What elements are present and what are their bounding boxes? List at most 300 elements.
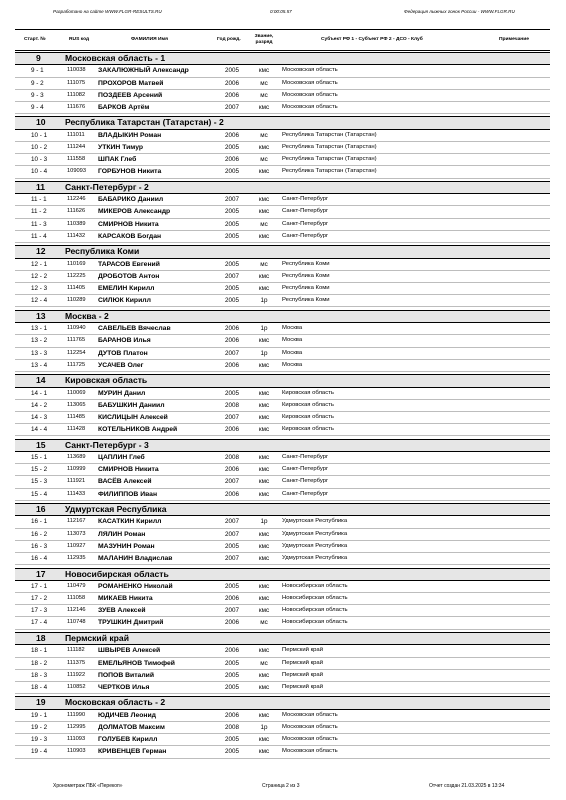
team-number: 19	[36, 697, 46, 708]
start-number: 11 - 2	[31, 208, 47, 216]
rank: кмс	[258, 530, 270, 538]
birth-year: 2006	[225, 647, 240, 655]
rus-code: 110940	[67, 325, 86, 332]
rank: мс	[260, 79, 268, 87]
region: Пермский край	[282, 647, 323, 654]
team-name: Московская область - 1	[65, 53, 166, 63]
team-group	[15, 632, 550, 694]
team-group	[15, 374, 550, 436]
rank: кмс	[258, 337, 270, 345]
birth-year: 2005	[225, 285, 240, 293]
start-number: 18 - 4	[31, 683, 48, 691]
team-group	[15, 310, 550, 372]
rank: кмс	[258, 67, 270, 75]
rus-code: 112246	[67, 196, 86, 203]
region: Новосибирская область	[282, 619, 348, 626]
table-row	[15, 194, 550, 206]
table-row	[15, 734, 550, 746]
start-number: 13 - 1	[31, 325, 48, 333]
athlete-name: КИСЛИЦЫН Алексей	[98, 413, 168, 421]
rus-code: 111765	[67, 337, 86, 344]
start-number: 9 - 4	[31, 103, 44, 111]
table-row	[15, 452, 550, 464]
athlete-name: УСАЧЕВ Олег	[98, 361, 144, 369]
rank: мс	[260, 91, 268, 99]
region: Республика Татарстан (Татарстан)	[282, 144, 377, 151]
birth-year: 2007	[225, 196, 240, 204]
rank: кмс	[258, 711, 270, 719]
rus-code: 111626	[67, 208, 86, 215]
athlete-name: УТКИН Тимур	[98, 144, 144, 152]
team-group	[15, 116, 550, 178]
start-number: 15 - 4	[31, 490, 48, 498]
table-row	[15, 348, 550, 360]
rus-code: 111375	[67, 659, 86, 666]
rus-code: 111676	[67, 103, 86, 110]
team-name: Санкт-Петербург - 2	[65, 181, 149, 192]
rus-code: 112254	[67, 349, 86, 356]
athlete-name: ГОЛУБЕВ Кирилл	[98, 736, 158, 744]
team-number: 16	[36, 504, 46, 515]
table-row	[15, 464, 550, 476]
athlete-name: БАБУШКИН Даниил	[98, 401, 165, 409]
birth-year: 2006	[225, 361, 240, 369]
team-name: Московская область - 2	[65, 697, 166, 708]
team-header	[15, 310, 550, 323]
table-row	[15, 154, 550, 166]
start-number: 15 - 2	[31, 466, 48, 474]
region: Пермский край	[282, 671, 323, 678]
start-number: 16 - 3	[31, 542, 48, 550]
rus-code: 110038	[67, 67, 86, 74]
rus-code: 111093	[67, 736, 86, 743]
rank: кмс	[258, 466, 270, 474]
start-number: 11 - 4	[31, 232, 47, 240]
team-header	[15, 632, 550, 645]
rank: 1р	[260, 297, 268, 305]
birth-year: 2006	[225, 711, 240, 719]
rus-code: 111082	[67, 91, 86, 98]
birth-year: 2008	[225, 454, 240, 462]
team-group	[15, 52, 550, 114]
timing-credit: Хронометраж ПБК «Перекоп»	[53, 783, 123, 789]
team-header	[15, 696, 550, 709]
rus-code: 112167	[67, 518, 86, 525]
team-group	[15, 181, 550, 243]
athlete-name: ФИЛИППОВ Иван	[98, 490, 158, 498]
rank: кмс	[258, 647, 270, 655]
site-credit: Разработано на сайте WWW.FLGR-RESULTS.RU	[53, 9, 162, 14]
rank: мс	[260, 156, 268, 164]
region: Москва	[282, 337, 303, 344]
table-row	[15, 593, 550, 605]
header-rank: Звание, разряд	[254, 34, 274, 45]
rus-code: 111921	[67, 478, 86, 485]
table-row	[15, 529, 550, 541]
rank: мс	[260, 131, 268, 139]
start-number: 12 - 1	[31, 260, 48, 268]
start-number: 14 - 4	[31, 426, 48, 434]
rank: кмс	[258, 490, 270, 498]
table-row	[15, 617, 550, 629]
region: Москва	[282, 325, 303, 332]
athlete-name: МУРИН Данил	[98, 389, 146, 397]
region: Новосибирская область	[282, 595, 348, 602]
birth-year: 2006	[225, 79, 240, 87]
rus-code: 112225	[67, 272, 86, 279]
table-row	[15, 90, 550, 102]
page-footer	[0, 783, 566, 793]
athlete-name: КОТЕЛЬНИКОВ Андрей	[98, 426, 178, 434]
region: Москва	[282, 349, 303, 356]
start-number: 11 - 3	[31, 220, 47, 228]
athlete-name: ДОЛМАТОВ Максим	[98, 723, 165, 731]
rus-code: 112995	[67, 723, 86, 730]
table-row	[15, 219, 550, 231]
birth-year: 2007	[225, 607, 240, 615]
rank: кмс	[258, 426, 270, 434]
rank: кмс	[258, 401, 270, 409]
region: Санкт-Петербург	[282, 478, 329, 485]
birth-year: 2005	[225, 144, 240, 152]
team-group	[15, 696, 550, 758]
rank: 1р	[260, 325, 268, 333]
athlete-name: ЛЯЛИН Роман	[98, 530, 146, 538]
start-number: 13 - 3	[31, 349, 48, 357]
rus-code: 113073	[67, 530, 86, 537]
start-number: 19 - 4	[31, 748, 48, 756]
table-row	[15, 722, 550, 734]
rus-code: 110927	[67, 542, 86, 549]
rus-code: 111433	[67, 490, 86, 497]
table-row	[15, 231, 550, 243]
region: Санкт-Петербург	[282, 466, 329, 473]
header-rus-code: RUS код	[69, 37, 90, 42]
athlete-name: ЕМЕЛИН Кирилл	[98, 285, 155, 293]
header-start-number: Старт. №	[24, 37, 46, 42]
team-header	[15, 374, 550, 387]
region: Московская область	[282, 103, 338, 110]
rus-code: 112146	[67, 607, 86, 614]
birth-year: 2006	[225, 325, 240, 333]
region: Республика Татарстан (Татарстан)	[282, 131, 377, 138]
region: Пермский край	[282, 683, 323, 690]
rank: кмс	[258, 736, 270, 744]
start-number: 10 - 1	[31, 131, 48, 139]
region: Республика Татарстан (Татарстан)	[282, 168, 377, 175]
region: Удмуртская Республика	[282, 518, 348, 525]
region: Новосибирская область	[282, 607, 348, 614]
athlete-name: ТРУШКИН Дмитрий	[98, 619, 164, 627]
rus-code: 111011	[67, 131, 85, 138]
rank: кмс	[258, 555, 270, 563]
table-row	[15, 605, 550, 617]
table-row	[15, 670, 550, 682]
rus-code: 110069	[67, 389, 86, 396]
rank: 1р	[260, 723, 268, 731]
region: Кировская область	[282, 413, 334, 420]
team-header	[15, 568, 550, 581]
athlete-name: ЕМЕЛЬЯНОВ Тимофей	[98, 659, 175, 667]
athlete-name: ГОРБУНОВ Никита	[98, 168, 162, 176]
table-row	[15, 78, 550, 90]
time-stamp: 0:00:05.57	[270, 9, 292, 14]
table-row	[15, 645, 550, 657]
team-header	[15, 439, 550, 452]
start-number: 14 - 2	[31, 401, 48, 409]
team-name: Удмуртская Республика	[65, 504, 167, 515]
rank: кмс	[258, 413, 270, 421]
table-row	[15, 102, 550, 114]
team-number: 12	[36, 246, 46, 257]
team-number: 10	[36, 117, 46, 128]
athlete-name: ШПАК Глеб	[98, 156, 137, 164]
rus-code: 111990	[67, 711, 86, 718]
birth-year: 2006	[225, 91, 240, 99]
region: Новосибирская область	[282, 582, 348, 589]
rus-code: 110903	[67, 748, 86, 755]
birth-year: 2006	[225, 337, 240, 345]
rank: кмс	[258, 454, 270, 462]
athlete-name: КАСАТКИН Кирилл	[98, 518, 162, 526]
region: Санкт-Петербург	[282, 490, 329, 497]
birth-year: 2007	[225, 349, 240, 357]
table-row	[15, 295, 550, 307]
start-number: 17 - 2	[31, 595, 48, 603]
start-number: 19 - 2	[31, 723, 48, 731]
table-row	[15, 412, 550, 424]
athlete-name: ТАРАСОВ Евгений	[98, 260, 160, 268]
athlete-name: САВЕЛЬЕВ Вячеслав	[98, 325, 171, 333]
table-row	[15, 489, 550, 501]
start-number: 13 - 4	[31, 361, 48, 369]
birth-year: 2006	[225, 619, 240, 627]
rus-code: 111485	[67, 413, 86, 420]
birth-year: 2006	[225, 490, 240, 498]
birth-year: 2006	[225, 156, 240, 164]
table-row	[15, 581, 550, 593]
birth-year: 2005	[225, 542, 240, 550]
athlete-name: ДРОБОТОВ Антон	[98, 272, 160, 280]
rank: кмс	[258, 232, 270, 240]
team-number: 9	[36, 53, 41, 63]
rank: мс	[260, 619, 268, 627]
athlete-name: КРИВЕНЦЕВ Герман	[98, 748, 167, 756]
region: Республика Татарстан (Татарстан)	[282, 156, 377, 163]
athlete-name: БАРКОВ Артём	[98, 103, 150, 111]
rank: 1р	[260, 518, 268, 526]
table-row	[15, 388, 550, 400]
start-number: 10 - 4	[31, 168, 48, 176]
athlete-name: ПОПОВ Виталий	[98, 671, 155, 679]
rank: 1р	[260, 349, 268, 357]
team-name: Кировская область	[65, 375, 148, 386]
table-row	[15, 360, 550, 372]
region: Удмуртская Республика	[282, 555, 348, 562]
team-number: 11	[36, 181, 46, 192]
start-number: 17 - 4	[31, 619, 48, 627]
region: Санкт-Петербург	[282, 454, 329, 461]
table-row	[15, 271, 550, 283]
rus-code: 109093	[67, 168, 86, 175]
start-number: 16 - 4	[31, 555, 48, 563]
birth-year: 2007	[225, 413, 240, 421]
region: Удмуртская Республика	[282, 542, 348, 549]
start-number: 16 - 2	[31, 530, 48, 538]
athlete-name: БАБАРИКО Даниил	[98, 196, 164, 204]
table-row	[15, 710, 550, 722]
rank: мс	[260, 659, 268, 667]
table-row	[15, 541, 550, 553]
rus-code: 110852	[67, 683, 86, 690]
athlete-name: МАЗУНИН Роман	[98, 542, 155, 550]
rus-code: 111432	[67, 232, 86, 239]
region: Кировская область	[282, 389, 334, 396]
athlete-name: ВАСЁВ Алексей	[98, 478, 152, 486]
region: Пермский край	[282, 659, 323, 666]
table-row	[15, 746, 550, 758]
rus-code: 110169	[67, 260, 86, 267]
team-header	[15, 245, 550, 258]
athlete-name: ПРОХОРОВ Матвей	[98, 79, 164, 87]
table-row	[15, 142, 550, 154]
start-number: 17 - 3	[31, 607, 48, 615]
athlete-name: РОМАНЕНКО Николай	[98, 582, 173, 590]
table-row	[15, 166, 550, 178]
table-row	[15, 206, 550, 218]
team-number: 18	[36, 632, 46, 643]
team-name: Санкт-Петербург - 3	[65, 439, 149, 450]
birth-year: 2005	[225, 260, 240, 268]
rank: кмс	[258, 144, 270, 152]
region: Республика Коми	[282, 297, 330, 304]
team-name: Пермский край	[65, 632, 129, 643]
table-header	[15, 29, 550, 51]
start-number: 12 - 4	[31, 297, 48, 305]
rank: кмс	[258, 168, 270, 176]
start-number: 17 - 1	[31, 582, 48, 590]
birth-year: 2005	[225, 671, 240, 679]
team-header	[15, 52, 550, 65]
team-number: 14	[36, 375, 46, 386]
team-header	[15, 116, 550, 129]
header-birth-year: Год рожд.	[217, 37, 241, 42]
athlete-name: ШВЫРЕВ Алексей	[98, 647, 161, 655]
rus-code: 112935	[67, 555, 86, 562]
birth-year: 2005	[225, 582, 240, 590]
region: Санкт-Петербург	[282, 196, 329, 203]
top-info-line	[0, 9, 566, 19]
start-number: 9 - 3	[31, 91, 44, 99]
region: Московская область	[282, 67, 338, 74]
team-group	[15, 439, 550, 501]
start-number: 12 - 3	[31, 285, 48, 293]
region: Московская область	[282, 736, 338, 743]
rank: кмс	[258, 103, 270, 111]
birth-year: 2006	[225, 131, 240, 139]
rus-code: 111558	[67, 156, 86, 163]
birth-year: 2007	[225, 478, 240, 486]
rank: кмс	[258, 671, 270, 679]
birth-year: 2007	[225, 103, 240, 111]
rank: кмс	[258, 582, 270, 590]
rank: кмс	[258, 595, 270, 603]
athlete-name: ДУТОВ Платон	[98, 349, 148, 357]
table-row	[15, 476, 550, 488]
region: Московская область	[282, 91, 338, 98]
rank: кмс	[258, 272, 270, 280]
birth-year: 2005	[225, 168, 240, 176]
team-group	[15, 503, 550, 565]
start-number: 13 - 2	[31, 337, 48, 345]
start-number: 9 - 2	[31, 79, 44, 87]
birth-year: 2007	[225, 530, 240, 538]
team-name: Новосибирская область	[65, 568, 169, 579]
region: Москва	[282, 361, 303, 368]
rank: кмс	[258, 361, 270, 369]
birth-year: 2007	[225, 272, 240, 280]
rus-code: 110479	[67, 582, 86, 589]
rus-code: 111922	[67, 671, 86, 678]
federation-credit: Федерация лыжных гонок России - WWW.FLGR.RU	[404, 9, 515, 14]
athlete-name: ЦАПЛИН Глеб	[98, 454, 145, 462]
table-row	[15, 283, 550, 295]
rus-code: 111244	[67, 144, 86, 151]
region: Республика Коми	[282, 285, 330, 292]
team-group	[15, 245, 550, 307]
rank: кмс	[258, 478, 270, 486]
start-number: 18 - 2	[31, 659, 48, 667]
birth-year: 2008	[225, 723, 240, 731]
rus-code: 110999	[67, 466, 86, 473]
region: Санкт-Петербург	[282, 232, 329, 239]
birth-year: 2005	[225, 736, 240, 744]
birth-year: 2005	[225, 208, 240, 216]
birth-year: 2005	[225, 748, 240, 756]
athlete-name: СМИРНОВ Никита	[98, 220, 159, 228]
birth-year: 2005	[225, 297, 240, 305]
team-number: 17	[36, 568, 46, 579]
birth-year: 2005	[225, 232, 240, 240]
rank: кмс	[258, 607, 270, 615]
table-row	[15, 130, 550, 142]
region: Республика Коми	[282, 260, 330, 267]
header-subject: Субъект РФ 1 - Субъект РФ 2 - ДСО - Клуб	[321, 37, 423, 42]
rank: кмс	[258, 389, 270, 397]
rank: кмс	[258, 683, 270, 691]
start-number: 18 - 3	[31, 671, 48, 679]
athlete-name: ВЛАДЫКИН Роман	[98, 131, 162, 139]
header-note: Примечание	[499, 37, 529, 42]
start-number: 10 - 3	[31, 156, 48, 164]
rus-code: 111725	[67, 361, 86, 368]
table-row	[15, 682, 550, 694]
birth-year: 2008	[225, 401, 240, 409]
region: Республика Коми	[282, 272, 330, 279]
table-row	[15, 553, 550, 565]
athlete-name: МИКАЕВ Никита	[98, 595, 153, 603]
team-group	[15, 568, 550, 630]
athlete-name: ЧЕРТКОВ Илья	[98, 683, 150, 691]
birth-year: 2005	[225, 659, 240, 667]
region: Кировская область	[282, 401, 334, 408]
start-number: 14 - 3	[31, 413, 48, 421]
rus-code: 113065	[67, 401, 86, 408]
region: Московская область	[282, 723, 338, 730]
region: Московская область	[282, 79, 338, 86]
start-number: 11 - 1	[31, 196, 47, 204]
rus-code: 111058	[67, 595, 86, 602]
